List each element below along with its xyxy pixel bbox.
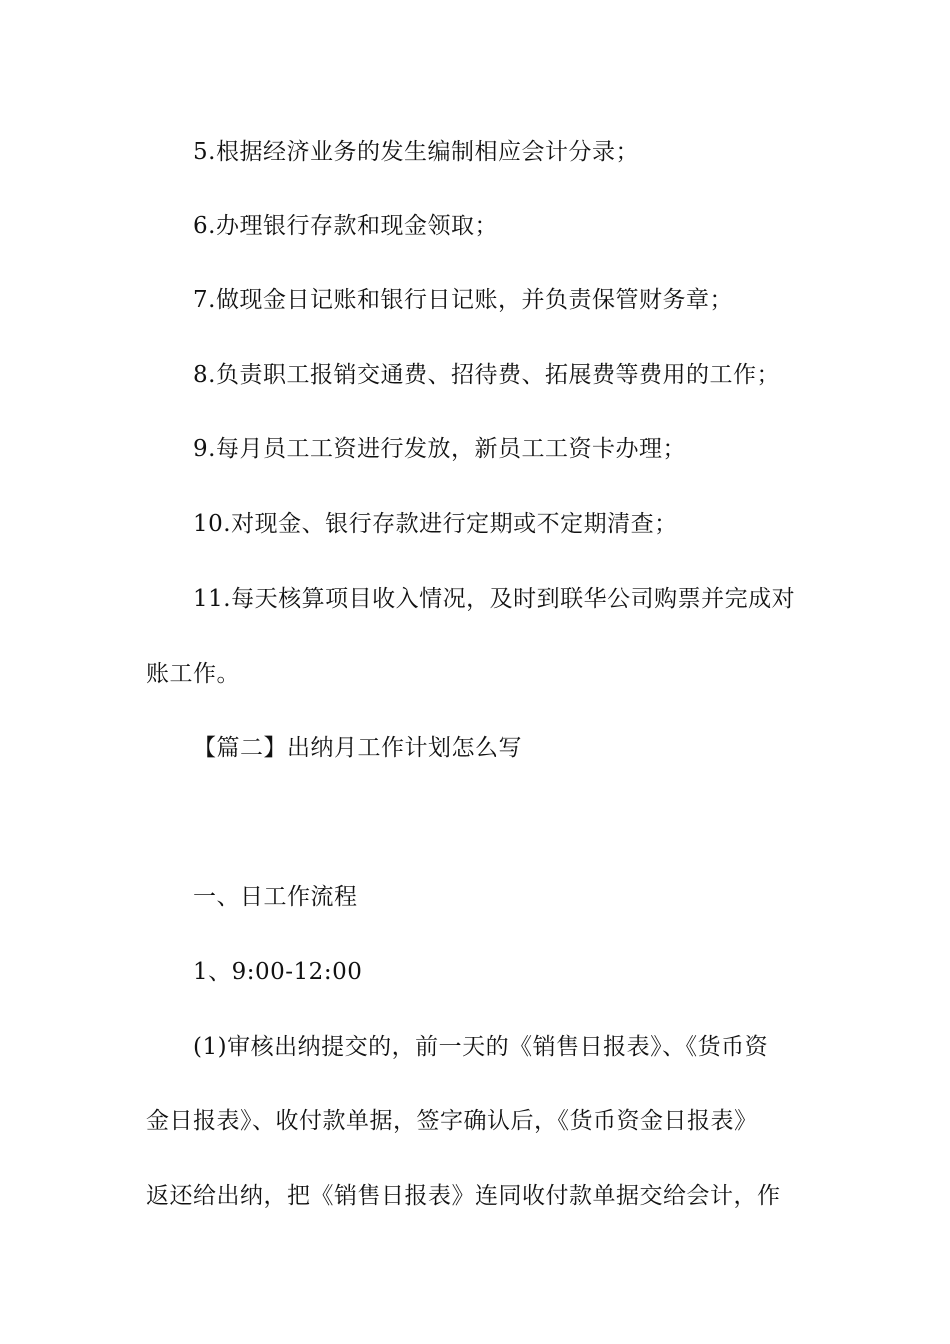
duty-item-10: 10.对现金、银行存款进行定期或不定期清查； — [193, 511, 678, 537]
section-heading: 【篇二】出纳月工作计划怎么写 — [193, 735, 522, 761]
step-1-line-1: (1)审核出纳提交的，前一天的《销售日报表》、《货币资 — [193, 1034, 769, 1060]
duty-item-11-continued: 账工作。 — [146, 661, 240, 687]
duty-item-9: 9.每月员工工资进行发放，新员工工资卡办理； — [193, 436, 686, 462]
subsection-heading: 一、日工作流程 — [193, 884, 358, 910]
duty-item-7: 7.做现金日记账和银行日记账，并负责保管财务章； — [193, 287, 733, 313]
step-1-line-3: 返还给出纳，把《销售日报表》连同收付款单据交给会计，作 — [146, 1183, 781, 1209]
duty-item-8: 8.负责职工报销交通费、招待费、拓展费等费用的工作； — [193, 362, 780, 388]
step-1-line-2: 金日报表》、收付款单据，签字确认后，《货币资金日报表》 — [146, 1108, 758, 1134]
time-slot-heading: 1、9:00-12:00 — [193, 959, 363, 985]
duty-item-6: 6.办理银行存款和现金领取； — [193, 213, 498, 239]
duty-item-11: 11.每天核算项目收入情况，及时到联华公司购票并完成对 — [193, 586, 796, 612]
duty-item-5: 5.根据经济业务的发生编制相应会计分录； — [193, 139, 639, 165]
